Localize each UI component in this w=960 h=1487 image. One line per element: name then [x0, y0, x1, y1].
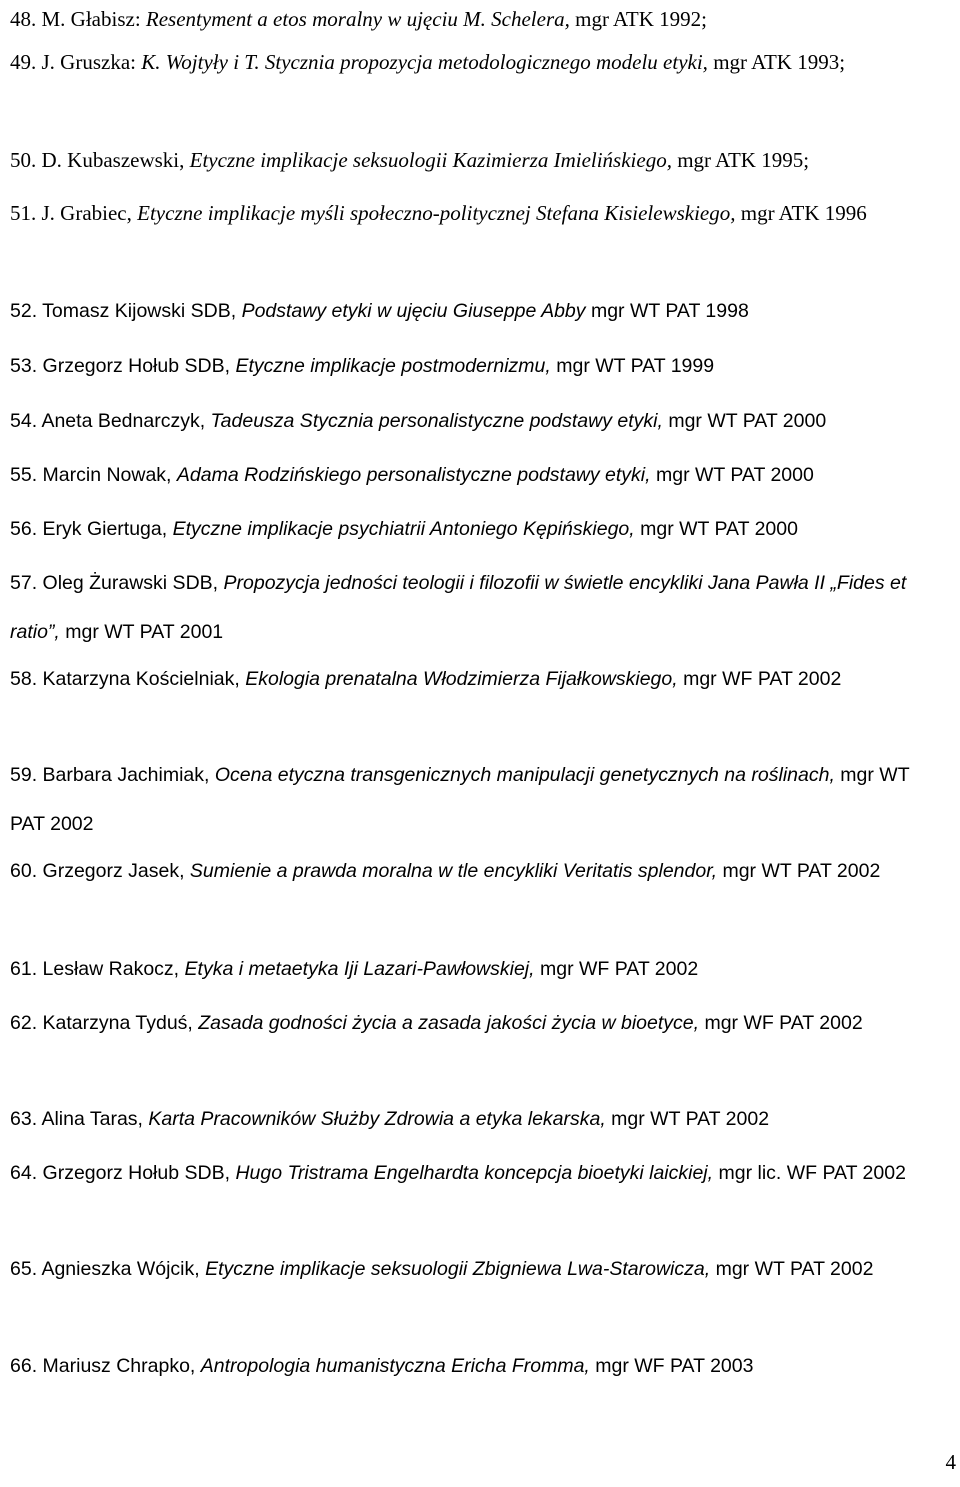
entry-title: Zasada godności życia a zasada jakości życia w bioetyce,	[198, 1012, 700, 1034]
entry-number: 66.	[10, 1355, 38, 1377]
entry-degree: mgr WT PAT 2002	[605, 1108, 770, 1130]
entry-number: 59.	[10, 764, 38, 786]
entry-degree: mgr WT PAT 2002	[10, 764, 910, 835]
entry-number: 55.	[10, 464, 38, 486]
entry-title: Etyczne implikacje psychiatrii Antoniego Kępińskiego,	[172, 518, 635, 540]
entry-author: J. Gruszka:	[36, 50, 142, 74]
entry-number: 65.	[10, 1258, 38, 1280]
entry-title: Etyczne implikacje seksuologii Kazimierza Imielińskiego,	[189, 148, 672, 172]
entry-number: 58.	[10, 668, 38, 690]
entry-author: J. Grabiec,	[36, 201, 138, 225]
entry-number: 49.	[10, 50, 37, 74]
entry-degree: mgr WF PAT 2002	[534, 958, 699, 980]
list-item	[10, 999, 945, 1048]
entry-author: Katarzyna Tyduś,	[37, 1012, 199, 1034]
list-item	[10, 751, 945, 849]
list-item	[10, 451, 945, 500]
entry-number: 51.	[10, 201, 37, 225]
entry-author: Oleg Żurawski SDB,	[37, 572, 224, 594]
entry-author: Mariusz Chrapko,	[37, 1355, 201, 1377]
entry-number: 63.	[10, 1108, 38, 1130]
entry-degree: mgr ATK 1993;	[707, 50, 846, 74]
entry-title: Tadeusza Stycznia personalistyczne podstawy etyki,	[210, 410, 663, 432]
entry-title: Adama Rodzińskiego personalistyczne podstawy etyki,	[176, 464, 651, 486]
entry-number: 56.	[10, 518, 38, 540]
entry-title: Ekologia prenatalna Włodzimierza Fijałkowskiego,	[245, 668, 678, 690]
entry-degree: mgr WF PAT 2002	[677, 668, 842, 690]
entry-title: Etyka i metaetyka Iji Lazari-Pawłowskiej,	[184, 958, 535, 980]
entry-title: K. Wojtyły i T. Stycznia propozycja metodologicznego modelu etyki,	[141, 50, 708, 74]
entry-title: Sumienie a prawda moralna w tle encykliki Veritatis splendor,	[189, 860, 718, 882]
entry-number: 62.	[10, 1012, 38, 1034]
list-item	[10, 1149, 945, 1198]
entry-degree: mgr WT PAT 2000	[662, 410, 827, 432]
entry-degree: mgr WT PAT 1999	[550, 355, 715, 377]
entry-degree: mgr WT PAT 2001	[59, 621, 224, 643]
entry-degree: mgr ATK 1996	[735, 201, 867, 225]
entry-author: Grzegorz Hołub SDB,	[37, 1162, 236, 1184]
entry-number: 57.	[10, 572, 38, 594]
entry-title: Karta Pracowników Służby Zdrowia a etyka lekarska,	[148, 1108, 606, 1130]
list-item	[10, 559, 945, 657]
entry-degree: mgr lic. WF PAT 2002	[713, 1162, 906, 1184]
entry-degree: mgr WF PAT 2002	[699, 1012, 863, 1034]
list-item	[10, 397, 945, 446]
entry-author: Eryk Giertuga,	[37, 518, 173, 540]
entry-degree: mgr WT PAT 2002	[717, 860, 881, 882]
entry-degree: mgr WT PAT 2002	[710, 1258, 874, 1280]
entry-author: Katarzyna Kościelniak,	[37, 668, 246, 690]
entry-degree: mgr WT PAT 1998	[585, 300, 749, 322]
list-item	[10, 505, 945, 554]
entry-author: Barbara Jachimiak,	[37, 764, 215, 786]
entry-title: Etyczne implikacje postmodernizmu,	[235, 355, 551, 377]
entry-number: 48.	[10, 7, 37, 31]
entry-title: Etyczne implikacje seksuologii Zbigniewa Lwa-Starowicza,	[205, 1258, 711, 1280]
entry-number: 60.	[10, 860, 38, 882]
entry-author: M. Głabisz:	[36, 7, 146, 31]
list-item	[10, 655, 945, 704]
list-item	[10, 1245, 945, 1294]
entry-title: Antropologia humanistyczna Ericha Fromma,	[200, 1355, 590, 1377]
list-item	[10, 1095, 945, 1144]
entry-degree: mgr ATK 1995;	[671, 148, 810, 172]
list-item	[10, 847, 945, 896]
list-item	[10, 189, 945, 238]
page-number: 4	[945, 1450, 956, 1474]
list-item	[10, 945, 945, 994]
entry-degree: mgr ATK 1992;	[569, 7, 707, 31]
entry-title: Propozycja jedności teologii i filozofii w świetle encykliki Jana Pawła II „Fides et ratio”,	[10, 572, 907, 643]
entry-author: Marcin Nowak,	[37, 464, 177, 486]
entry-number: 52.	[10, 300, 38, 322]
entry-title: Podstawy etyki w ujęciu Giuseppe Abby	[241, 300, 586, 322]
entry-degree: mgr WT PAT 2000	[634, 518, 798, 540]
entry-title: Ocena etyczna transgenicznych manipulacji genetycznych na roślinach,	[214, 764, 835, 786]
entry-degree: mgr WT PAT 2000	[650, 464, 814, 486]
entry-author: Alina Taras,	[37, 1108, 149, 1130]
entry-author: Tomasz Kijowski SDB,	[37, 300, 242, 322]
list-item	[10, 342, 945, 391]
entry-title: Hugo Tristrama Engelhardta koncepcja bioetyki laickiej,	[235, 1162, 714, 1184]
entry-author: Grzegorz Hołub SDB,	[37, 355, 236, 377]
list-item	[10, 1342, 945, 1391]
list-item	[10, 38, 945, 87]
entry-title: Etyczne implikacje myśli społeczno-politycznej Stefana Kisielewskiego,	[137, 201, 736, 225]
entry-author: D. Kubaszewski,	[36, 148, 190, 172]
list-item	[10, 136, 945, 185]
entry-number: 50.	[10, 148, 37, 172]
entry-author: Grzegorz Jasek,	[37, 860, 190, 882]
entry-author: Lesław Rakocz,	[37, 958, 185, 980]
entry-number: 54.	[10, 410, 38, 432]
entry-number: 61.	[10, 958, 38, 980]
list-item	[10, 287, 945, 336]
entry-number: 64.	[10, 1162, 38, 1184]
entry-title: Resentyment a etos moralny w ujęciu M. Schelera,	[145, 7, 570, 31]
entry-number: 53.	[10, 355, 38, 377]
entry-author: Aneta Bednarczyk,	[37, 410, 211, 432]
entry-degree: mgr WF PAT 2003	[589, 1355, 754, 1377]
entry-author: Agnieszka Wójcik,	[37, 1258, 206, 1280]
